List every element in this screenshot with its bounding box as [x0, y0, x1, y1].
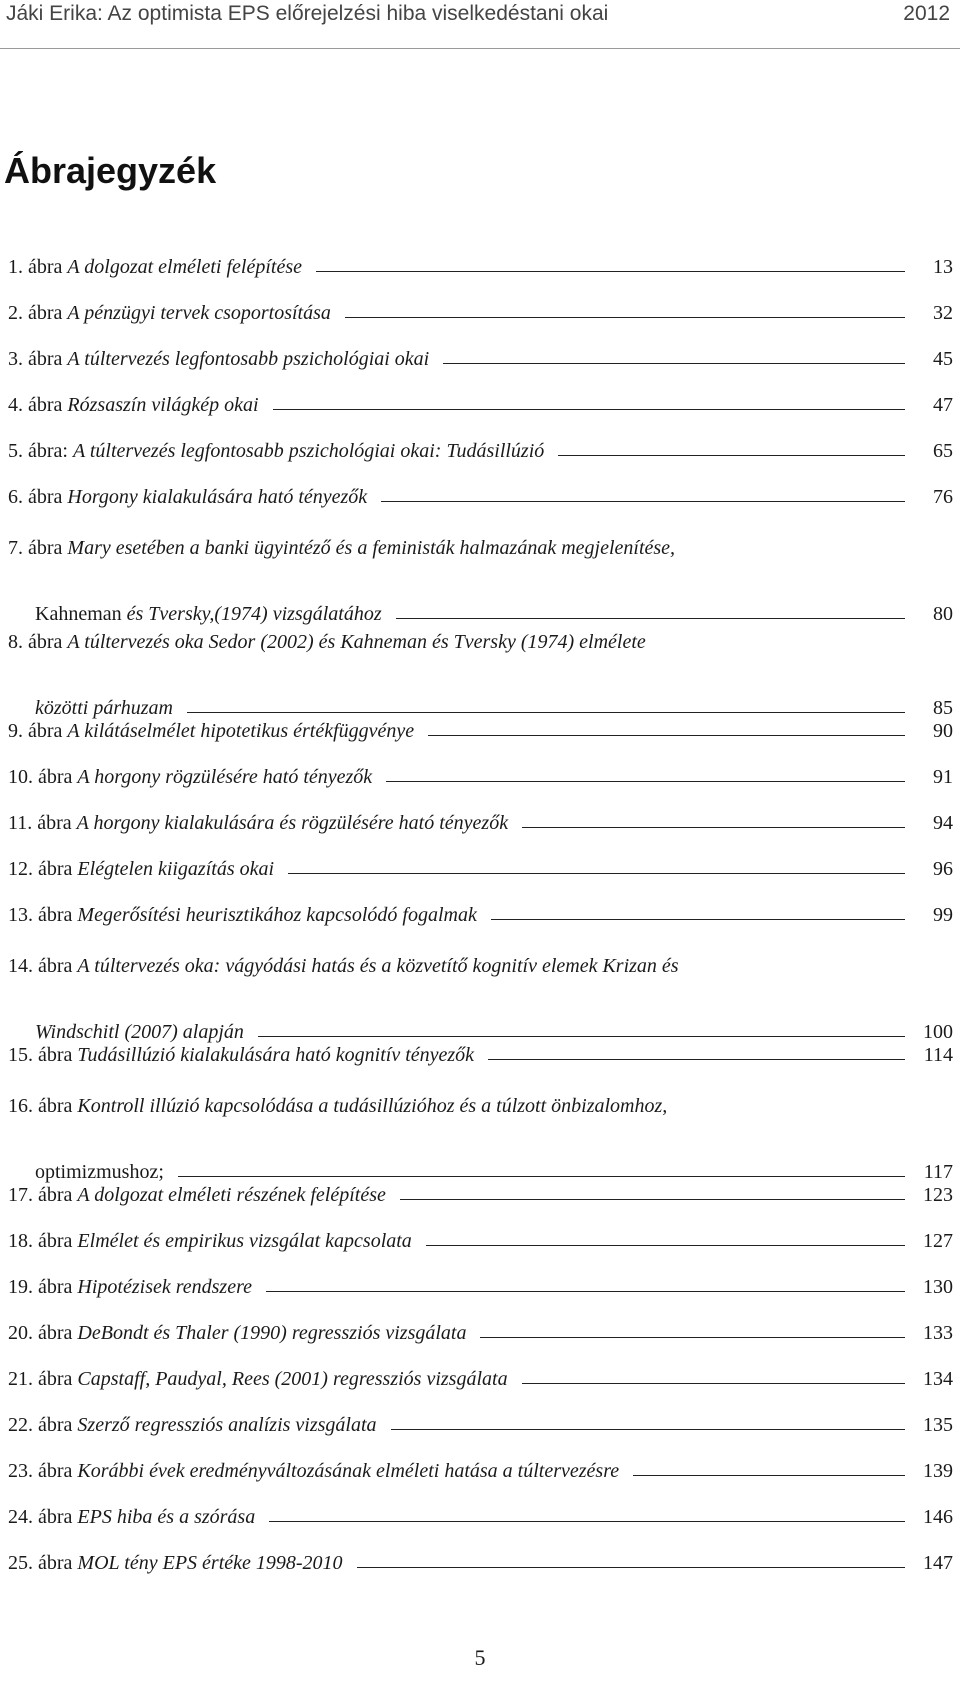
- figure-entry[interactable]: [8, 1090, 953, 1184]
- figure-number: 7. ábra: [8, 537, 63, 559]
- figure-entry[interactable]: [8, 256, 953, 302]
- entry-continuation: [35, 697, 173, 720]
- page-ref: 146: [923, 1506, 953, 1528]
- figure-entry[interactable]: [8, 1368, 953, 1414]
- figure-number: 18. ábra: [8, 1230, 73, 1252]
- entry-text: [8, 348, 429, 371]
- page-ref: 133: [923, 1322, 953, 1344]
- figure-number: 23. ábra: [8, 1460, 73, 1482]
- leader-line: [491, 919, 905, 920]
- leader-line: [428, 735, 905, 736]
- figure-caption: A túltervezés oka Sedor (2002) és Kahneman és Tversky (1974) elmélete: [67, 631, 646, 653]
- figure-number: 8. ábra: [8, 631, 63, 653]
- entry-text: [8, 1276, 252, 1299]
- figure-number: 25. ábra: [8, 1552, 73, 1574]
- leader-line: [522, 1383, 905, 1384]
- entry-text: [8, 1552, 343, 1575]
- page-number: 5: [474, 1645, 486, 1670]
- page-ref: 47: [933, 394, 953, 416]
- leader-line: [288, 873, 905, 874]
- figure-number: 11. ábra: [8, 812, 72, 834]
- leader-line: [400, 1199, 905, 1200]
- figure-caption: Szerző regressziós analízis vizsgálata: [77, 1414, 377, 1436]
- figure-caption: EPS hiba és a szórása: [77, 1506, 256, 1528]
- figure-number: 17. ábra: [8, 1184, 73, 1206]
- entry-text: [8, 256, 302, 279]
- entry-text: [8, 394, 259, 417]
- figure-number: 5. ábra:: [8, 440, 68, 462]
- figure-caption: A pénzügyi tervek csoportosítása: [67, 302, 331, 324]
- page-ref: 135: [923, 1414, 953, 1436]
- entry-text: [8, 766, 372, 789]
- page-ref: 134: [923, 1368, 953, 1390]
- figure-entry[interactable]: [8, 858, 953, 904]
- figure-entry[interactable]: [8, 766, 953, 812]
- caption-continuation-upright: Kahneman: [35, 603, 122, 625]
- figure-caption: A kilátáselmélet hipotetikus értékfüggvénye: [67, 720, 415, 742]
- page-ref: 32: [933, 302, 953, 324]
- entry-continuation: [35, 1161, 164, 1184]
- figure-entry[interactable]: [8, 1506, 953, 1552]
- figure-caption: Horgony kialakulására ható tényezők: [67, 486, 368, 508]
- figure-caption: Tudásillúzió kialakulására ható kognitív tényezők: [77, 1044, 475, 1066]
- entry-text: [8, 440, 544, 463]
- page-ref: 45: [933, 348, 953, 370]
- leader-line: [443, 363, 905, 364]
- page-ref: 99: [933, 904, 953, 926]
- entry-text: [8, 955, 679, 977]
- figure-caption: A horgony kialakulására és rögzülésére ható tényezők: [76, 812, 509, 834]
- leader-line: [426, 1245, 905, 1246]
- caption-continuation: közötti párhuzam: [35, 697, 173, 719]
- entry-text: [8, 486, 367, 509]
- leader-line: [558, 455, 905, 456]
- entry-text: [8, 1322, 466, 1345]
- leader-line: [273, 409, 905, 410]
- leader-line: [266, 1291, 905, 1292]
- caption-continuation-upright: optimizmushoz;: [35, 1161, 164, 1183]
- figure-number: 4. ábra: [8, 394, 63, 416]
- page-ref: 130: [923, 1276, 953, 1298]
- figure-entry[interactable]: [8, 626, 953, 720]
- figure-caption: Mary esetében a banki ügyintéző és a feministák halmazának megjelenítése,: [67, 537, 676, 559]
- entry-continuation: [35, 1021, 244, 1044]
- leader-line: [386, 781, 905, 782]
- figure-caption: Elmélet és empirikus vizsgálat kapcsolata: [77, 1230, 412, 1252]
- figure-entry[interactable]: [8, 486, 953, 532]
- page-title: Ábrajegyzék: [4, 150, 217, 191]
- figure-caption: A dolgozat elméleti felépítése: [67, 256, 302, 278]
- page-ref: 13: [933, 256, 953, 278]
- figure-number: 12. ábra: [8, 858, 73, 880]
- entry-text: [8, 904, 477, 927]
- page-ref: 85: [933, 697, 953, 719]
- entry-text: [8, 1506, 255, 1529]
- leader-line: [488, 1059, 905, 1060]
- figure-number: 3. ábra: [8, 348, 63, 370]
- figure-caption: DeBondt és Thaler (1990) regressziós vizsgálata: [77, 1322, 467, 1344]
- entry-text: [8, 302, 331, 325]
- figure-number: 16. ábra: [8, 1095, 73, 1117]
- figure-caption: Kontroll illúzió kapcsolódása a tudásillúzióhoz és a túlzott önbizalomhoz,: [77, 1095, 668, 1117]
- entry-text: [8, 1095, 667, 1117]
- leader-line: [316, 271, 905, 272]
- figure-caption: MOL tény EPS értéke 1998-2010: [77, 1552, 343, 1574]
- entry-text: [8, 1414, 377, 1437]
- leader-line: [269, 1521, 905, 1522]
- leader-line: [480, 1337, 905, 1338]
- caption-continuation: Windschitl (2007) alapján: [35, 1021, 244, 1043]
- page-ref: 127: [923, 1230, 953, 1252]
- figure-entry[interactable]: [8, 904, 953, 950]
- leader-line: [258, 1036, 905, 1037]
- page-ref: 139: [923, 1460, 953, 1482]
- leader-line: [178, 1176, 905, 1177]
- entry-text: [8, 1044, 474, 1067]
- leader-line: [522, 827, 905, 828]
- leader-line: [345, 317, 905, 318]
- figure-caption: Korábbi évek eredményváltozásának elméleti hatása a túltervezésre: [77, 1460, 620, 1482]
- page-ref: 100: [923, 1021, 953, 1043]
- figure-caption: Hipotézisek rendszere: [77, 1276, 253, 1298]
- figure-number: 9. ábra: [8, 720, 63, 742]
- figure-number: 24. ábra: [8, 1506, 73, 1528]
- figure-number: 13. ábra: [8, 904, 73, 926]
- figure-entry[interactable]: [8, 348, 953, 394]
- figure-entry[interactable]: [8, 440, 953, 486]
- caption-continuation: és Tversky,(1974) vizsgálatához: [126, 603, 382, 625]
- entry-text: [8, 1184, 386, 1207]
- figure-caption: A dolgozat elméleti részének felépítése: [77, 1184, 386, 1206]
- figure-entry[interactable]: [8, 302, 953, 348]
- header-title: Jáki Erika: Az optimista EPS előrejelzési hiba viselkedéstani okai: [6, 2, 609, 25]
- leader-line: [633, 1475, 905, 1476]
- figure-entry[interactable]: [8, 1044, 953, 1090]
- figure-number: 19. ábra: [8, 1276, 73, 1298]
- page-ref: 76: [933, 486, 953, 508]
- page-ref: 147: [923, 1552, 953, 1574]
- figure-caption: Megerősítési heurisztikához kapcsolódó fogalmak: [77, 904, 477, 926]
- entry-continuation: [35, 603, 382, 626]
- entry-text: [8, 537, 675, 559]
- leader-line: [187, 712, 905, 713]
- figure-number: 22. ábra: [8, 1414, 73, 1436]
- figure-number: 15. ábra: [8, 1044, 73, 1066]
- figure-entry[interactable]: [8, 1460, 953, 1506]
- page-ref: 65: [933, 440, 953, 462]
- figure-entry[interactable]: [8, 720, 953, 766]
- entry-text: [8, 720, 414, 743]
- page-ref: 90: [933, 720, 953, 742]
- leader-line: [357, 1567, 905, 1568]
- page-ref: 123: [923, 1184, 953, 1206]
- figure-entry[interactable]: [8, 1230, 953, 1276]
- figure-entry[interactable]: [8, 1276, 953, 1322]
- figure-entry[interactable]: [8, 532, 953, 626]
- page-ref: 94: [933, 812, 953, 834]
- figure-number: 10. ábra: [8, 766, 73, 788]
- figure-caption: A túltervezés oka: vágyódási hatás és a közvetítő kognitív elemek Krizan és: [77, 955, 679, 977]
- figure-number: 20. ábra: [8, 1322, 73, 1344]
- figure-caption: A horgony rögzülésére ható tényezők: [77, 766, 373, 788]
- figure-number: 1. ábra: [8, 256, 63, 278]
- figure-caption: A túltervezés legfontosabb pszichológiai okai: Tudásillúzió: [72, 440, 545, 462]
- figure-entry[interactable]: [8, 1322, 953, 1368]
- figure-entry[interactable]: [8, 394, 953, 440]
- figure-number: 2. ábra: [8, 302, 63, 324]
- page-ref: 80: [933, 603, 953, 625]
- entry-text: [8, 1460, 619, 1483]
- entry-text: [8, 812, 508, 835]
- figure-number: 6. ábra: [8, 486, 63, 508]
- leader-line: [381, 501, 905, 502]
- figure-list: [8, 256, 953, 1598]
- figure-entry[interactable]: [8, 1552, 953, 1598]
- page-ref: 96: [933, 858, 953, 880]
- leader-line: [396, 618, 905, 619]
- page-ref: 114: [923, 1044, 953, 1066]
- figure-caption: A túltervezés legfontosabb pszichológiai okai: [67, 348, 430, 370]
- figure-caption: Rózsaszín világkép okai: [67, 394, 259, 416]
- figure-entry[interactable]: [8, 950, 953, 1044]
- figure-entry[interactable]: [8, 1184, 953, 1230]
- figure-number: 14. ábra: [8, 955, 73, 977]
- entry-text: [8, 1230, 412, 1253]
- leader-line: [391, 1429, 905, 1430]
- figure-entry[interactable]: [8, 812, 953, 858]
- header-year: 2012: [903, 2, 950, 25]
- figure-caption: Capstaff, Paudyal, Rees (2001) regressziós vizsgálata: [77, 1368, 508, 1390]
- page-ref: 117: [923, 1161, 953, 1183]
- entry-text: [8, 858, 274, 881]
- figure-entry[interactable]: [8, 1414, 953, 1460]
- figure-number: 21. ábra: [8, 1368, 73, 1390]
- running-header: [0, 0, 960, 49]
- entry-text: [8, 631, 646, 653]
- entry-text: [8, 1368, 508, 1391]
- page-ref: 91: [933, 766, 953, 788]
- figure-caption: Elégtelen kiigazítás okai: [77, 858, 275, 880]
